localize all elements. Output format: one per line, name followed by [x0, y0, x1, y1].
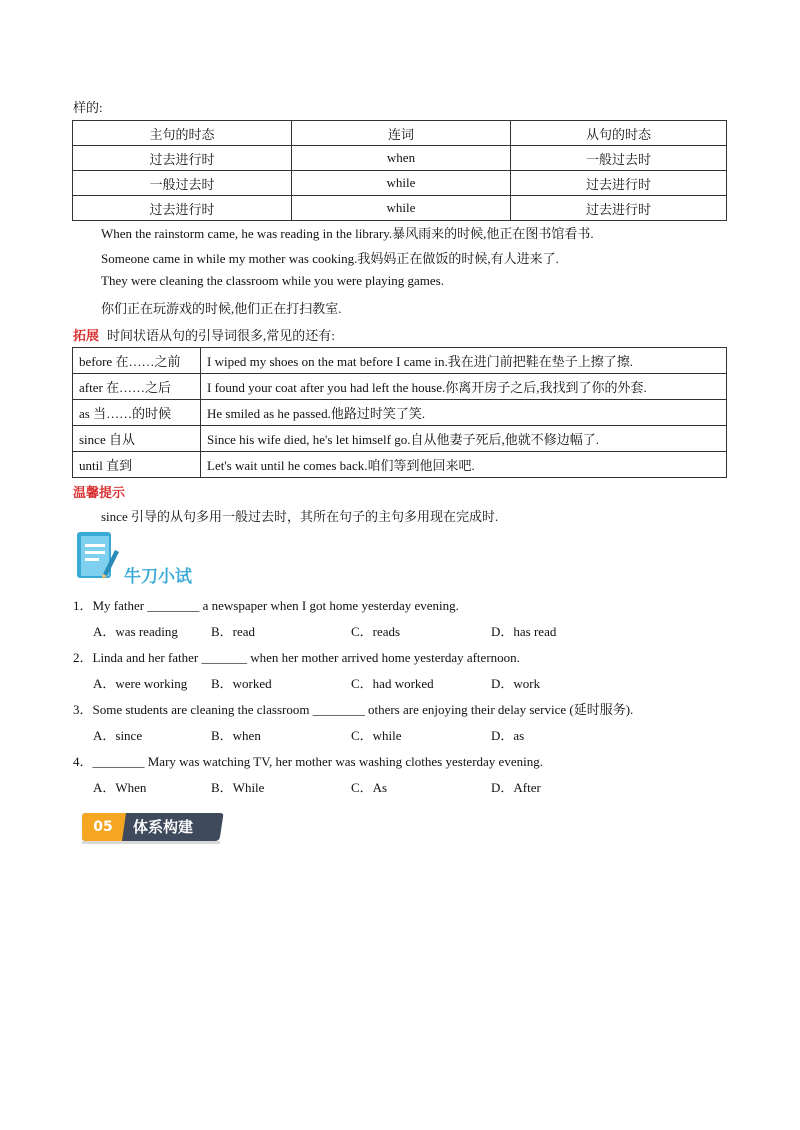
example-cell: He smiled as he passed.他路过时笑了笑.: [201, 400, 727, 426]
table-cell: when: [292, 146, 511, 171]
table-cell: 过去进行时: [73, 146, 292, 171]
table-row: [73, 426, 727, 452]
extension-line: [73, 325, 335, 344]
section-title: 牛刀小试: [124, 567, 192, 587]
table-header-cell: 主句的时态: [73, 121, 292, 146]
table-cell: while: [292, 171, 511, 196]
option-b: B．read: [211, 624, 256, 639]
table-header-cell: 从句的时态: [511, 121, 727, 146]
table-cell: 过去进行时: [511, 171, 727, 196]
example-sentence: When the rainstorm came, he was reading in the library.暴风雨来的时候,他正在图书馆看书.: [101, 226, 594, 241]
option-a: A．since: [93, 728, 143, 743]
conjunction-cell: since 自从: [73, 426, 201, 452]
option-c: C．As: [351, 780, 388, 795]
extension-label: 拓展: [73, 329, 100, 344]
extension-text: 时间状语从句的引导词很多,常见的还有:: [107, 328, 335, 343]
question-stem: 4．________ Mary was watching TV, her mother was washing clothes yesterday evening.: [73, 754, 543, 769]
table-header-row: [73, 121, 727, 146]
option-b: B．worked: [211, 676, 272, 691]
option-b: B．While: [211, 780, 265, 795]
table-row: [73, 400, 727, 426]
question-stem: 3．Some students are cleaning the classroom ________ others are enjoying their delay service (延时服务).: [73, 702, 634, 717]
option-c: C．reads: [351, 624, 401, 639]
question-stem: 2．Linda and her father _______ when her mother arrived home yesterday afternoon.: [73, 650, 520, 665]
example-cell: I found your coat after you had left the house.你离开房子之后,我找到了你的外套.: [201, 374, 727, 400]
conjunction-cell: after 在……之后: [73, 374, 201, 400]
option-c: C．had worked: [351, 676, 434, 691]
example-sentence: 你们正在玩游戏的时候,他们正在打扫教室.: [101, 301, 342, 316]
tip-label: 温馨提示: [73, 486, 126, 501]
example-cell: Let's wait until he comes back.咱们等到他回来吧.: [201, 452, 727, 478]
example-sentence: They were cleaning the classroom while you were playing games.: [101, 273, 444, 288]
table-cell: 一般过去时: [73, 171, 292, 196]
example-cell: I wiped my shoes on the mat before I came in.我在进门前把鞋在垫子上擦了擦.: [201, 348, 727, 374]
intro-text: 样的:: [73, 100, 103, 115]
table-cell: 过去进行时: [511, 196, 727, 221]
conjunction-cell: before 在……之前: [73, 348, 201, 374]
table-row: [73, 452, 727, 478]
table-row: [73, 374, 727, 400]
option-a: A．was reading: [93, 624, 178, 639]
option-a: A．When: [93, 780, 147, 795]
option-b: B．when: [211, 728, 261, 743]
table-row: [73, 196, 727, 221]
option-a: A．were working: [93, 676, 188, 691]
table-cell: 过去进行时: [73, 196, 292, 221]
question-stem: 1．My father ________ a newspaper when I got home yesterday evening.: [73, 598, 459, 613]
table-row: [73, 146, 727, 171]
banner-title: 体系构建: [133, 818, 194, 836]
table-row: [73, 171, 727, 196]
example-sentence: Someone came in while my mother was cooking.我妈妈正在做饭的时候,有人进来了.: [101, 251, 559, 266]
banner-number: 05: [93, 819, 113, 835]
conjunction-cell: as 当……的时候: [73, 400, 201, 426]
conjunction-table: [72, 347, 727, 478]
option-d: D．as: [491, 728, 525, 743]
notebook-pencil-icon: [75, 530, 120, 582]
option-c: C．while: [351, 728, 402, 743]
option-d: D．After: [491, 780, 541, 795]
table-header-cell: 连词: [292, 121, 511, 146]
conjunction-cell: until 直到: [73, 452, 201, 478]
example-cell: Since his wife died, he's let himself go.自从他妻子死后,他就不修边幅了.: [201, 426, 727, 452]
tip-text: since 引导的从句多用一般过去时，其所在句子的主句多用现在完成时.: [101, 509, 499, 524]
table-cell: while: [292, 196, 511, 221]
table-cell: 一般过去时: [511, 146, 727, 171]
option-d: D．has read: [491, 624, 557, 639]
table-row: [73, 348, 727, 374]
tense-table: [72, 120, 727, 221]
option-d: D．work: [491, 676, 541, 691]
